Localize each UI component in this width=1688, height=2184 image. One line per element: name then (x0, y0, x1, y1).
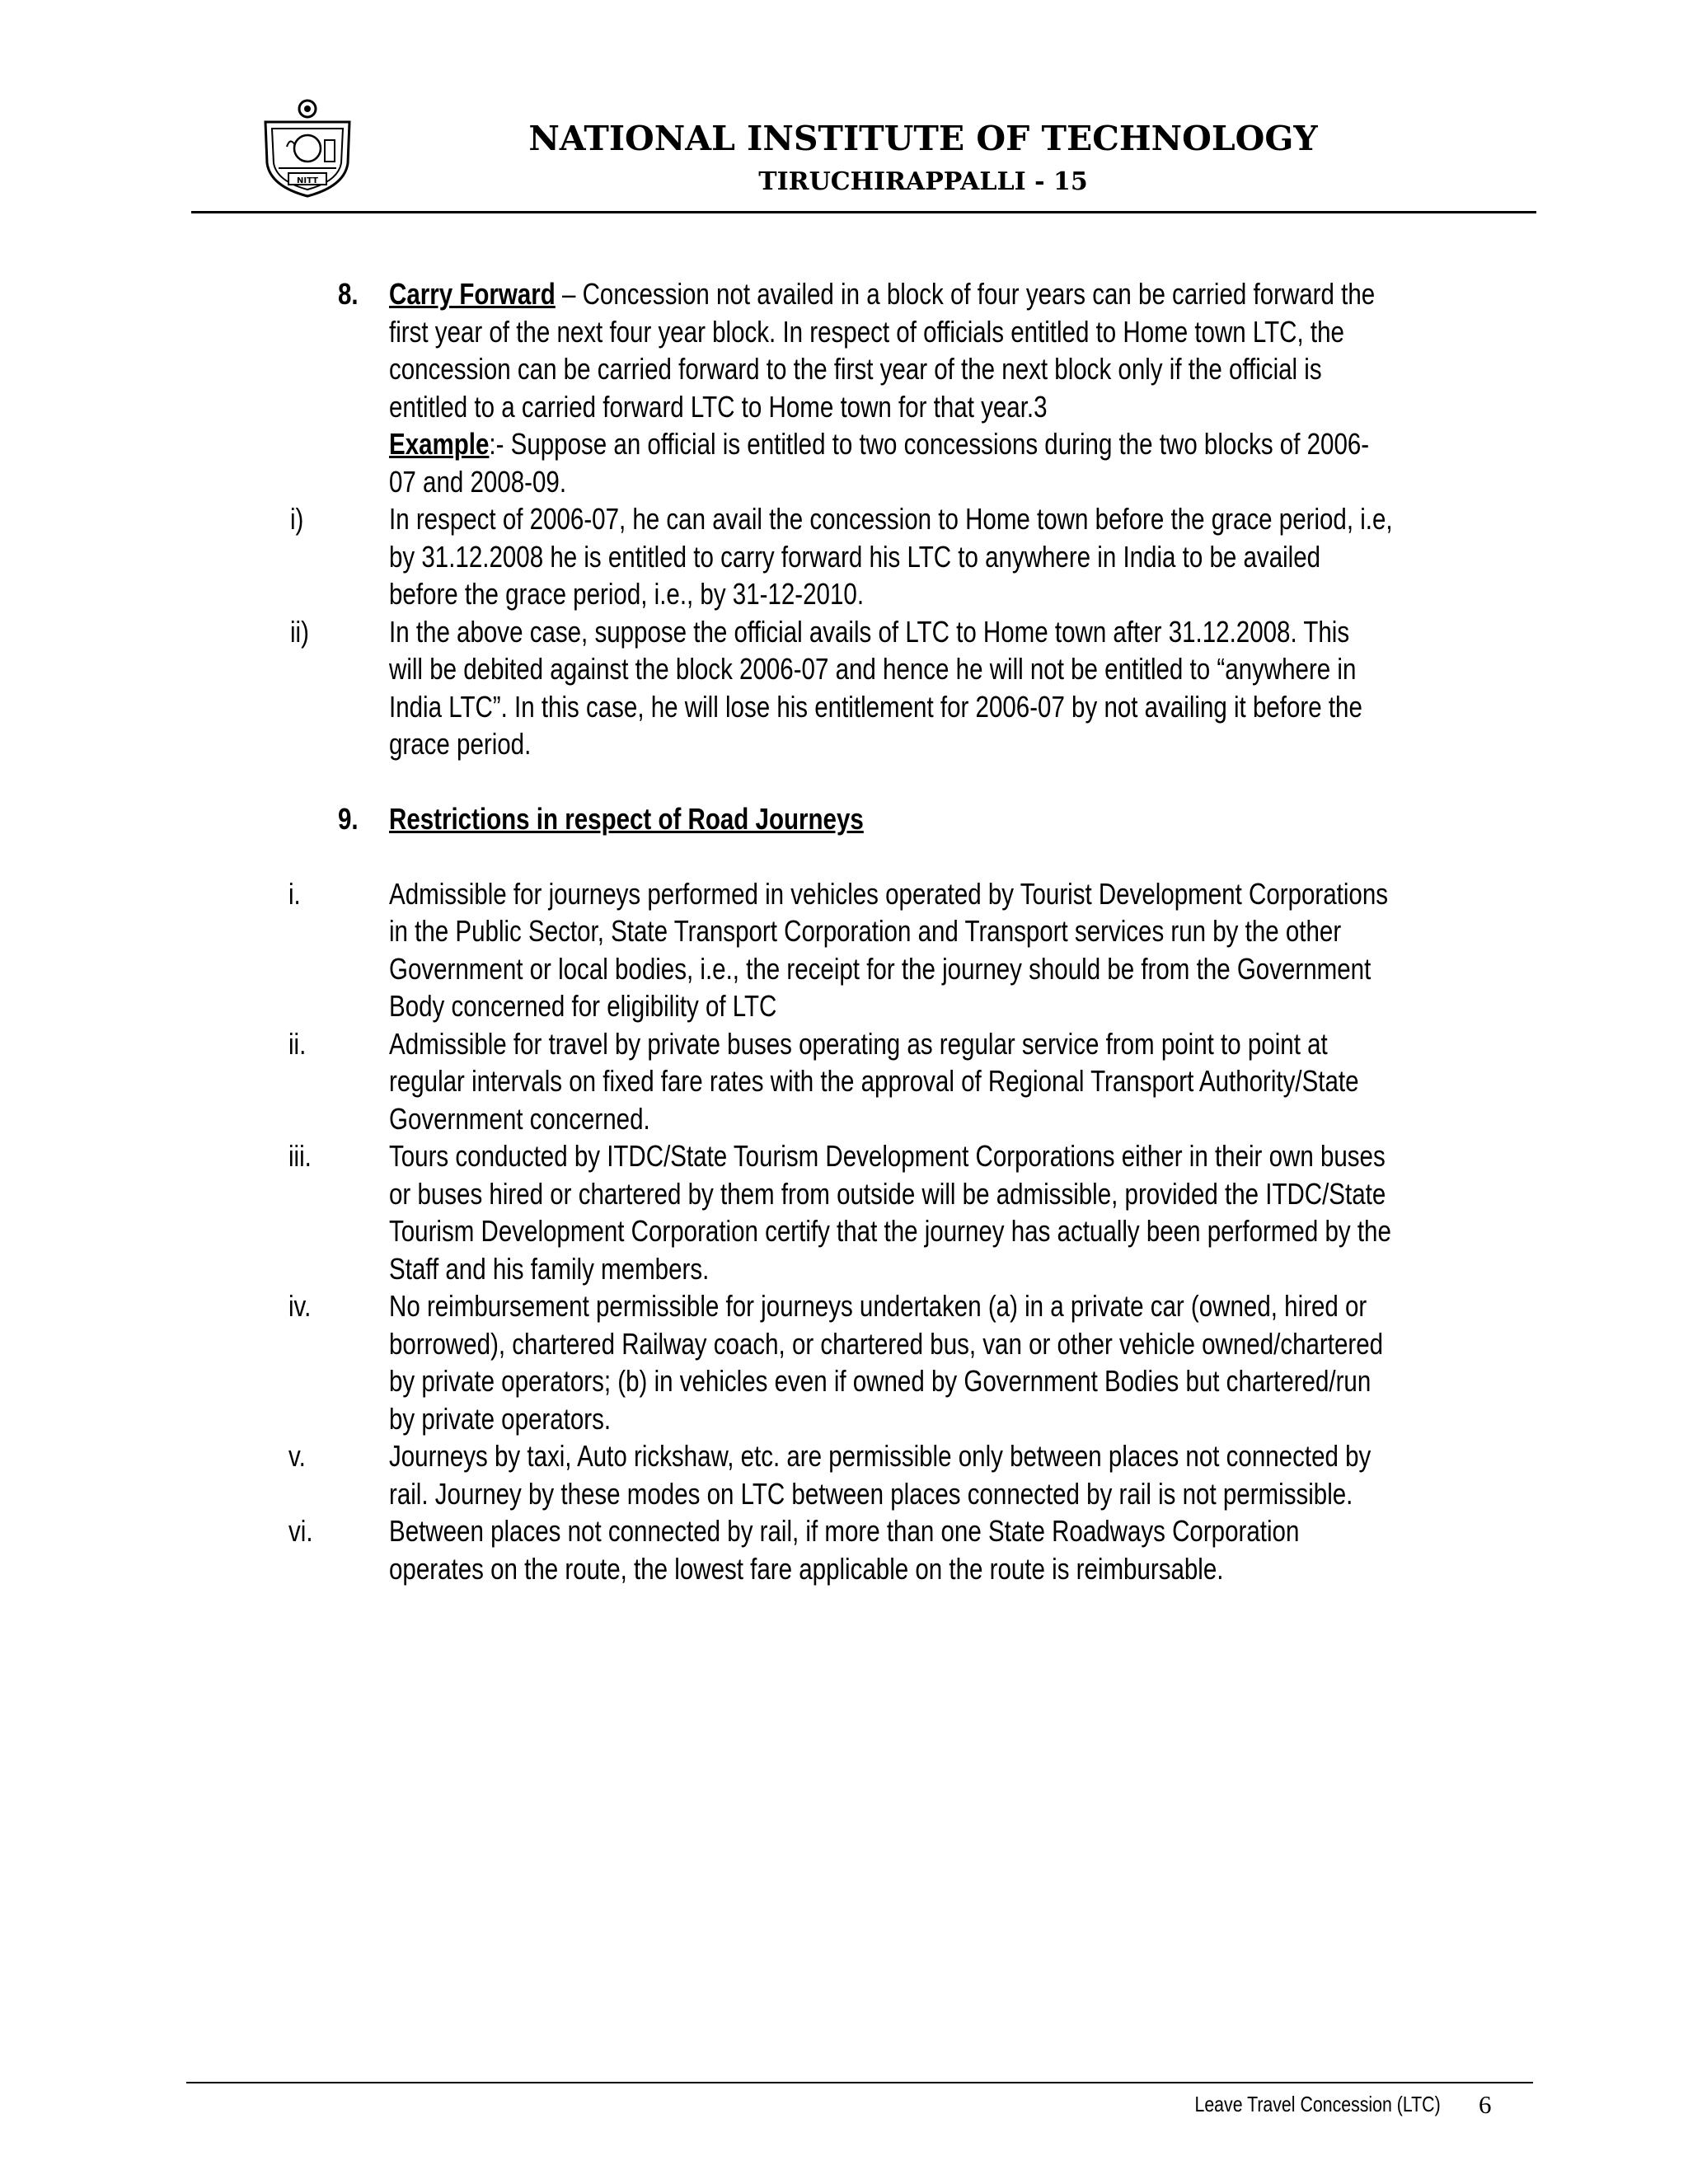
section-8-text: – Concession not availed in a block of four years can be carried forward the (555, 277, 1376, 311)
list-item-line: Staff and his family members. (389, 1252, 710, 1286)
logo-emblem-icon (254, 97, 361, 199)
list-item-line: by private operators. (389, 1402, 612, 1436)
list-item-line: regular intervals on fixed fare rates with the approval of Regional Transport Authority/State (389, 1064, 1359, 1098)
page-number: 6 (1479, 2090, 1492, 2119)
section-9-title: Restrictions in respect of Road Journeys (389, 802, 864, 836)
list-item-line: in the Public Sector, State Transport Corporation and Transport services run by the other (389, 914, 1342, 948)
list-item-line: by 31.12.2008 he is entitled to carry forward his LTC to anywhere in India to be availed (389, 540, 1321, 574)
footer-divider (186, 2082, 1533, 2083)
item-marker: ii) (290, 615, 309, 649)
section-8-line-3: concession can be carried forward to the first year of the next block only if the official is (389, 352, 1322, 386)
list-item-line: will be debited against the block 2006-07 and hence he will not be entitled to “anywhere in (389, 652, 1357, 686)
example-text: :- Suppose an official is entitled to two concessions during the two blocks of 2006- (489, 427, 1370, 461)
logo-text: NITT (297, 176, 318, 185)
item-marker: v. (288, 1439, 306, 1473)
section-8-line-4: entitled to a carried forward LTC to Home town for that year.3 (389, 390, 1048, 424)
item-marker: i) (290, 502, 304, 536)
item-marker: vi. (288, 1514, 313, 1548)
list-item-line: grace period. (389, 727, 532, 761)
section-8-title: Carry Forward (389, 277, 556, 311)
example-label: Example (389, 427, 490, 461)
institute-location: TIRUCHIRAPPALLI - 15 (758, 167, 1088, 196)
list-item-line: Government or local bodies, i.e., the receipt for the journey should be from the Government (389, 952, 1372, 986)
section-8-line-2: first year of the next four year block. In respect of officials entitled to Home town LTC, the (389, 315, 1344, 349)
list-item-line: In the above case, suppose the official avails of LTC to Home town after 31.12.2008. This (389, 615, 1350, 649)
item-marker: ii. (288, 1027, 307, 1061)
list-item-line: rail. Journey by these modes on LTC between places connected by rail is not permissible. (389, 1477, 1353, 1511)
list-item-line: Tourism Development Corporation certify that the journey has actually been performed by the (389, 1214, 1391, 1248)
list-item-line: India LTC”. In this case, he will lose his entitlement for 2006-07 by not availing it before the (389, 690, 1362, 724)
header-divider (191, 211, 1536, 213)
item-marker: iv. (288, 1289, 312, 1323)
list-item-line: or buses hired or chartered by them from outside will be admissible, provided the ITDC/State (389, 1177, 1386, 1211)
footer-title: Leave Travel Concession (LTC) (1194, 2092, 1441, 2116)
list-item-line: before the grace period, i.e., by 31-12-2010. (389, 577, 865, 611)
institute-logo (254, 97, 361, 199)
section-9-number: 9. (338, 802, 359, 836)
item-marker: i. (288, 877, 301, 911)
section-9-heading-line (389, 800, 1297, 838)
list-item-line: Admissible for travel by private buses operating as regular service from point to point at (389, 1027, 1328, 1061)
list-item-line: Journeys by taxi, Auto rickshaw, etc. are permissible only between places not connected by (389, 1439, 1372, 1473)
list-item-line: by private operators; (b) in vehicles even if owned by Government Bodies but chartered/run (389, 1364, 1372, 1398)
list-item-line: In respect of 2006-07, he can avail the concession to Home town before the grace period, i.e, (389, 502, 1393, 536)
institute-name: NATIONAL INSTITUTE OF TECHNOLOGY (528, 119, 1318, 158)
list-item-line: Body concerned for eligibility of LTC (389, 989, 777, 1023)
list-item-line: Between places not connected by rail, if more than one State Roadways Corporation (389, 1514, 1300, 1548)
list-item-line: Tours conducted by ITDC/State Tourism Development Corporations either in their own buses (389, 1139, 1386, 1173)
list-item-line: borrowed), chartered Railway coach, or chartered bus, van or other vehicle owned/chartered (389, 1327, 1384, 1361)
item-marker: iii. (288, 1139, 312, 1173)
section-8-number: 8. (338, 277, 359, 311)
list-item-line: operates on the route, the lowest fare applicable on the route is reimbursable. (389, 1552, 1224, 1586)
example-line-2: 07 and 2008-09. (389, 465, 567, 499)
list-item-line: Admissible for journeys performed in vehicles operated by Tourist Development Corporations (389, 877, 1389, 911)
section-8-line-1 (389, 275, 1376, 313)
example-line-1 (389, 425, 1370, 463)
list-item-line: Government concerned. (389, 1102, 650, 1136)
list-item-line: No reimbursement permissible for journeys undertaken (a) in a private car (owned, hired or (389, 1289, 1367, 1323)
